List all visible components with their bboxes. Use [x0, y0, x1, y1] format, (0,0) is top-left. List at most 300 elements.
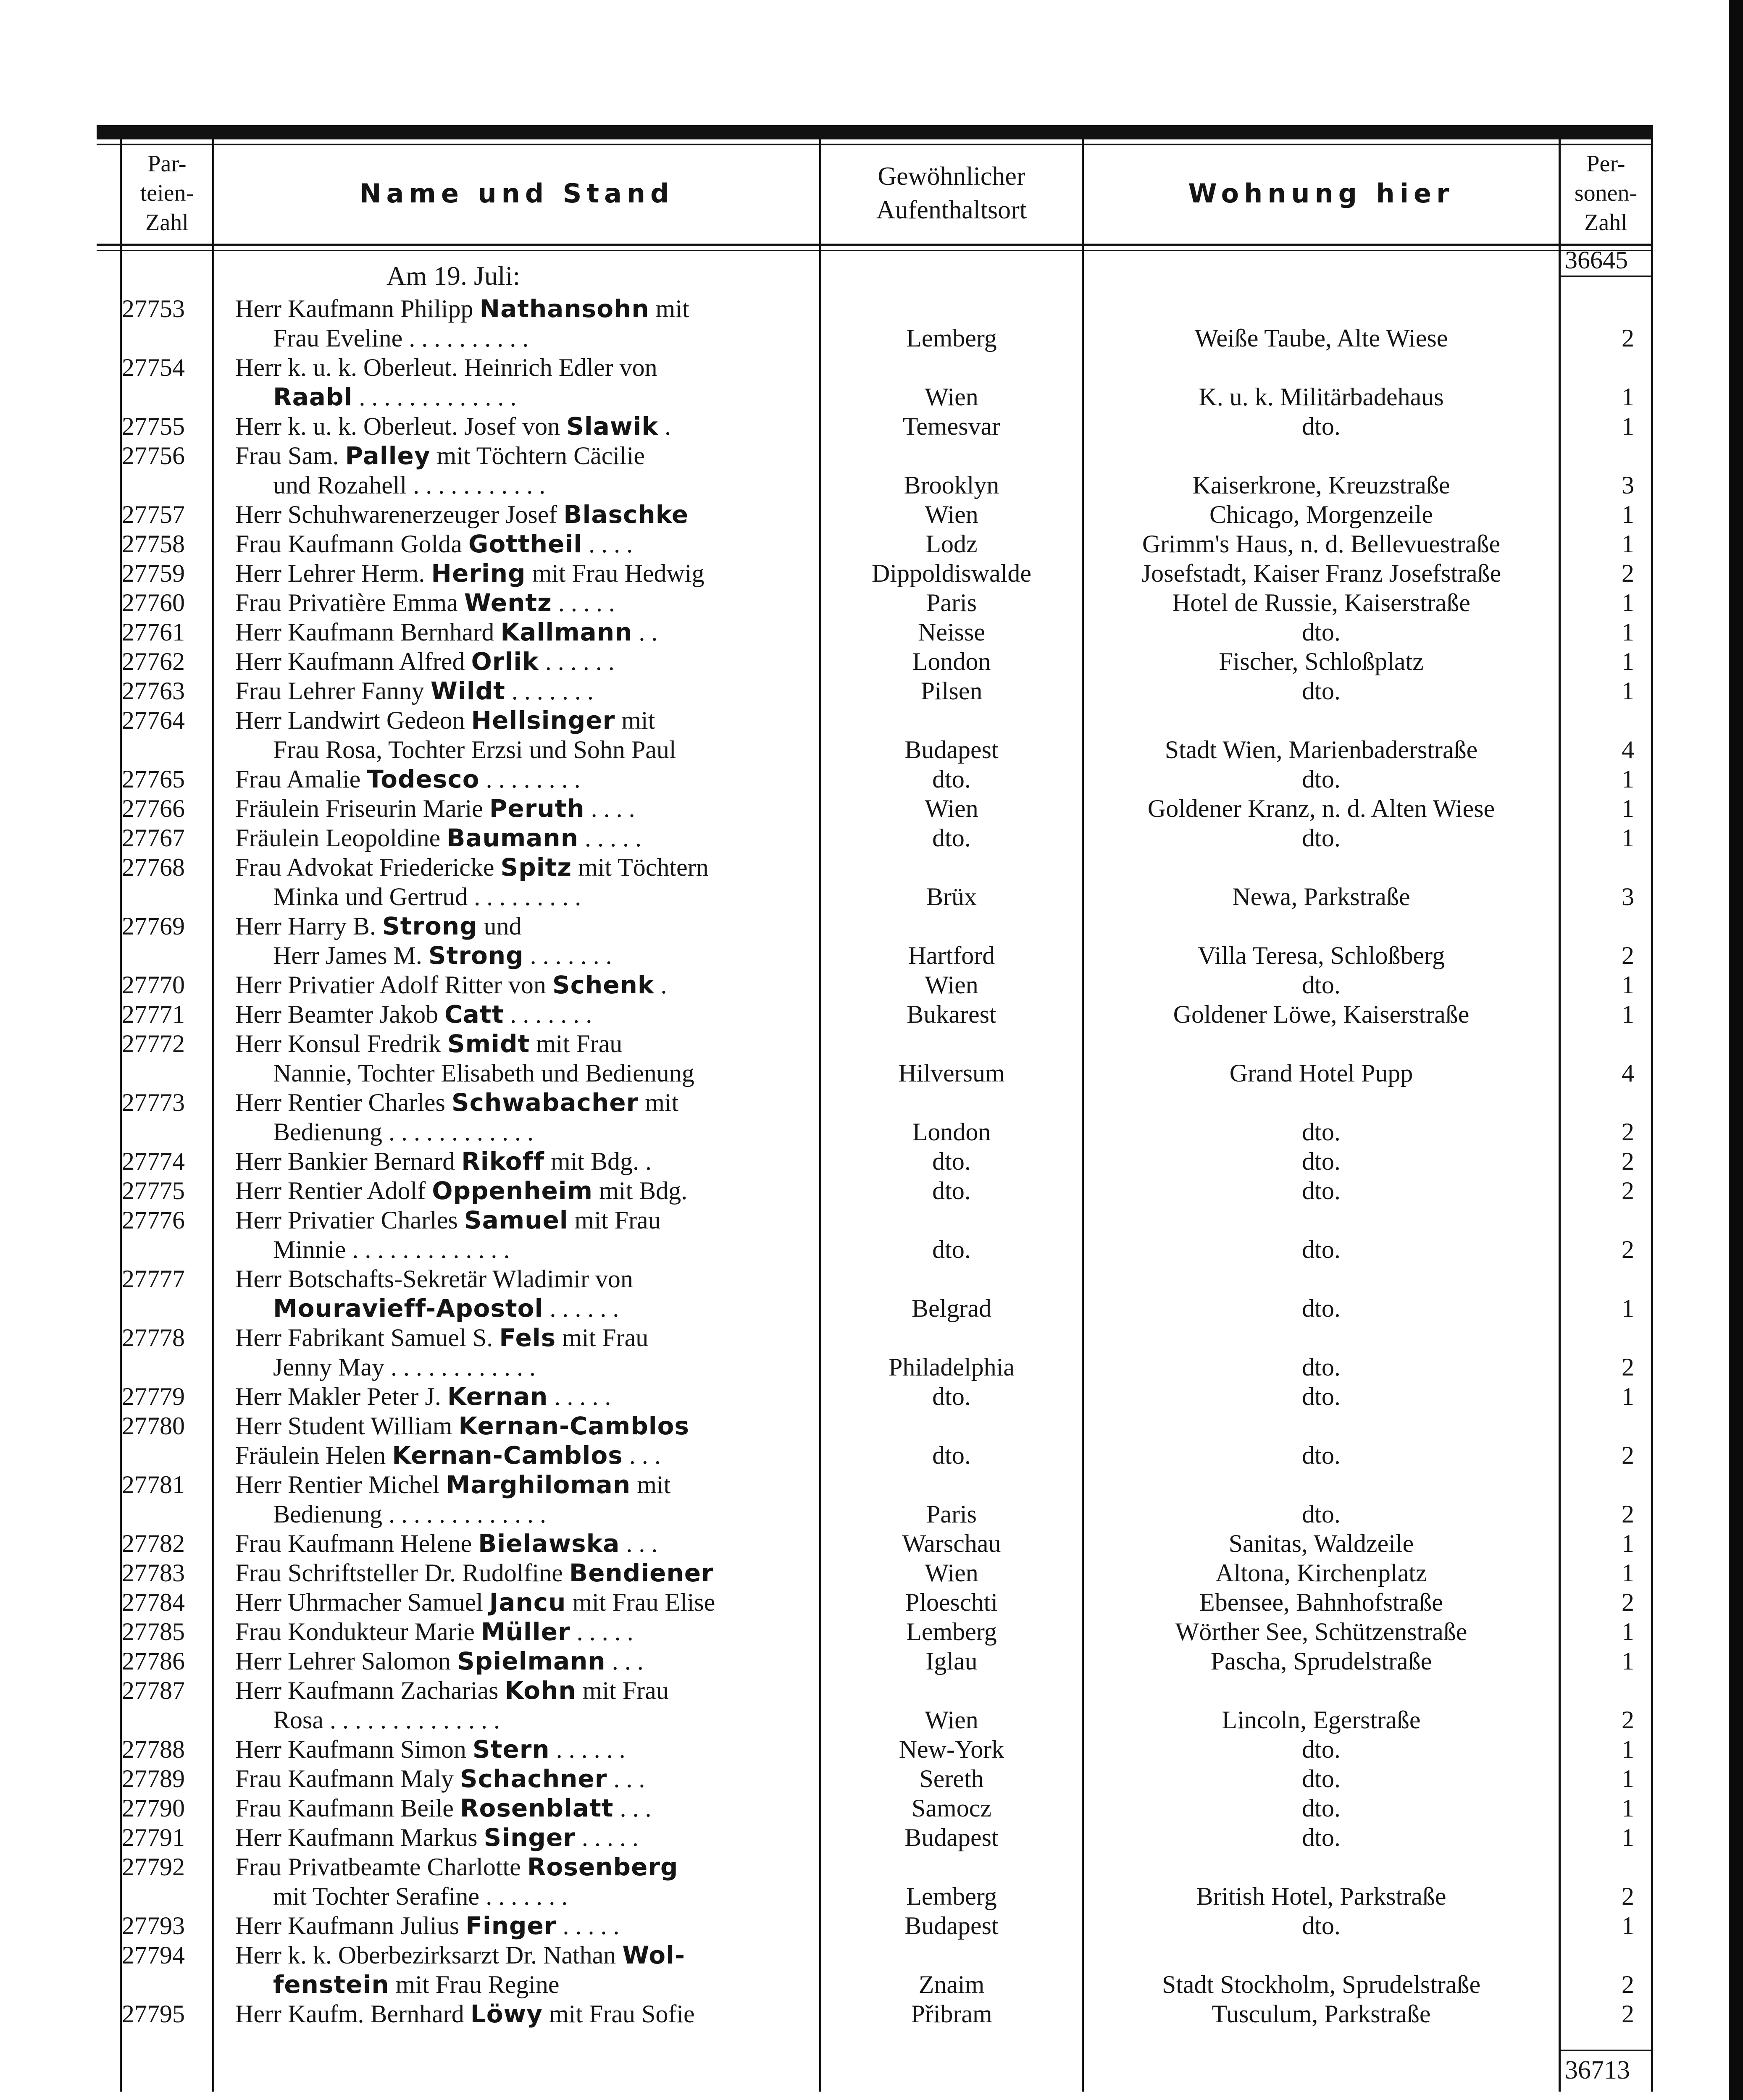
lodging-address: dto. — [1302, 1353, 1341, 1381]
usual-residence: Warschau — [902, 1530, 1001, 1557]
ledger-row — [0, 1411, 1729, 1470]
surname: Gottheil — [468, 530, 583, 558]
name-text: Frau Kaufmann Maly — [235, 1765, 460, 1793]
usual-residence: dto. — [932, 1383, 971, 1410]
name-line — [235, 1323, 823, 1352]
usual-residence: Brüx — [926, 883, 977, 911]
name-line — [235, 1588, 823, 1617]
person-count: 1 — [1622, 530, 1634, 558]
name-text: Herr k. u. k. Oberleut. Josef von — [235, 412, 567, 440]
name-text: mit — [639, 1089, 679, 1116]
party-number: 27791 — [122, 1824, 185, 1851]
lodging-address: Altona, Kirchenplatz — [1215, 1559, 1427, 1587]
lodging-address: Goldener Löwe, Kaiserstraße — [1173, 1000, 1470, 1028]
name-text: Frau Kaufmann Golda — [235, 530, 468, 558]
lodging-address: Lincoln, Egerstraße — [1222, 1706, 1421, 1734]
person-count: 2 — [1622, 1118, 1634, 1146]
name-line — [235, 706, 823, 735]
party-number: 27792 — [122, 1853, 185, 1881]
name-line — [235, 382, 823, 412]
ledger-row — [0, 970, 1729, 1000]
name-line — [235, 823, 823, 853]
name-line — [235, 1911, 823, 1940]
top-heavy-rule — [97, 125, 1653, 139]
surname: Kallmann — [500, 618, 633, 646]
name-text: mit Frau — [530, 1030, 623, 1058]
name-line — [235, 1499, 823, 1529]
surname: Bendiener — [569, 1559, 714, 1587]
name-text: . . . . . . . . . . . . . — [382, 1500, 546, 1528]
name-text: Minnie — [273, 1236, 346, 1263]
name-text: Herr Kaufmann Philipp — [235, 295, 480, 323]
name-text: . . . . . . — [549, 1735, 626, 1763]
surname: Marghiloman — [446, 1470, 631, 1499]
party-number: 27757 — [122, 501, 185, 528]
name-text: . — [654, 971, 667, 999]
name-and-status — [235, 706, 823, 764]
person-count: 2 — [1622, 1441, 1634, 1469]
party-number: 27758 — [122, 530, 185, 558]
name-text: . . . . . . . — [479, 1882, 568, 1910]
person-count: 1 — [1622, 618, 1634, 646]
surname: Schachner — [460, 1764, 607, 1793]
name-text: und Rozahell — [273, 471, 407, 499]
name-and-status — [235, 441, 823, 500]
name-text: Herr Lehrer Herm. — [235, 559, 431, 587]
name-text: Fräulein Friseurin Marie — [235, 795, 489, 822]
name-line — [235, 1176, 823, 1205]
name-text: mit Frau Elise — [566, 1588, 715, 1616]
usual-residence: dto. — [932, 765, 971, 793]
lodging-address: dto. — [1302, 1441, 1341, 1469]
name-line — [235, 676, 823, 706]
party-number: 27783 — [122, 1559, 185, 1587]
surname: Todesco — [367, 765, 480, 793]
ledger-row — [0, 1382, 1729, 1411]
lodging-address: dto. — [1302, 971, 1341, 999]
name-text: . . . . . . . — [523, 942, 612, 969]
party-number: 27776 — [122, 1206, 185, 1234]
name-text: Frau Kaufmann Helene — [235, 1530, 478, 1557]
person-count: 2 — [1622, 1971, 1634, 1998]
usual-residence: London — [912, 648, 991, 675]
name-text: Herr James M. — [273, 942, 429, 969]
name-line — [235, 1735, 823, 1764]
party-number: 27780 — [122, 1412, 185, 1440]
lodging-address: dto. — [1302, 412, 1341, 440]
name-line — [235, 1205, 823, 1235]
name-text: Herr k. k. Oberbezirksarzt Dr. Nathan — [235, 1941, 623, 1969]
lodging-address: Ebensee, Bahnhofstraße — [1199, 1588, 1443, 1616]
ledger-row — [0, 1529, 1729, 1558]
ledger-row — [0, 794, 1729, 823]
usual-residence: Temesvar — [902, 412, 1001, 440]
usual-residence: Paris — [926, 589, 977, 617]
name-text: . . . . . . . . — [479, 765, 581, 793]
ledger-row — [0, 647, 1729, 676]
name-and-status — [235, 1176, 823, 1205]
name-line — [235, 1147, 823, 1176]
name-text: Frau Privatière Emma — [235, 589, 464, 617]
ledger-row — [0, 617, 1729, 647]
surname: Catt — [444, 1000, 504, 1029]
name-text: Fräulein Leopoldine — [235, 824, 447, 852]
person-count: 2 — [1622, 1588, 1634, 1616]
surname: Strong — [382, 912, 478, 940]
name-line — [235, 1088, 823, 1117]
name-text: Herr Rentier Charles — [235, 1089, 452, 1116]
date-heading: Am 19. Juli: — [386, 261, 521, 291]
name-and-status — [235, 1000, 823, 1029]
name-line — [235, 1999, 823, 2029]
usual-residence: dto. — [932, 1177, 971, 1205]
ledger-row — [0, 1558, 1729, 1588]
name-line — [235, 1382, 823, 1411]
usual-residence: Lemberg — [906, 324, 997, 352]
name-line — [235, 559, 823, 588]
usual-residence: Wien — [925, 1559, 978, 1587]
surname: Smidt — [447, 1029, 530, 1058]
person-count: 2 — [1622, 942, 1634, 969]
lodging-address: dto. — [1302, 1794, 1341, 1822]
party-number: 27772 — [122, 1030, 185, 1058]
name-and-status — [235, 617, 823, 647]
lodging-address: Newa, Parkstraße — [1232, 883, 1410, 911]
usual-residence: dto. — [932, 1441, 971, 1469]
party-number: 27766 — [122, 795, 185, 822]
party-number: 27781 — [122, 1471, 185, 1499]
name-text: Herr Kaufmann Bernhard — [235, 618, 501, 646]
party-number: 27765 — [122, 765, 185, 793]
lodging-address: dto. — [1302, 1118, 1341, 1146]
usual-residence: New-York — [899, 1735, 1004, 1763]
usual-residence: Pilsen — [920, 677, 983, 705]
name-and-status — [235, 970, 823, 1000]
name-text: mit Frau Hedwig — [526, 559, 705, 587]
lodging-address: dto. — [1302, 1294, 1341, 1322]
ledger-row — [0, 441, 1729, 500]
name-and-status — [235, 1529, 823, 1558]
lodging-address: Wörther See, Schützenstraße — [1175, 1618, 1467, 1646]
lodging-address: K. u. k. Militärbadehaus — [1199, 383, 1444, 411]
party-number: 27770 — [122, 971, 185, 999]
name-line — [235, 764, 823, 794]
person-count: 2 — [1622, 1177, 1634, 1205]
name-text: Fräulein Helen — [235, 1441, 392, 1469]
name-line — [235, 647, 823, 676]
lodging-address: Grimm's Haus, n. d. Bellevuestraße — [1142, 530, 1501, 558]
name-text: Herr Kaufmann Markus — [235, 1824, 484, 1851]
person-count: 1 — [1622, 1912, 1634, 1940]
usual-residence: dto. — [932, 1147, 971, 1175]
person-count: 4 — [1622, 1059, 1634, 1087]
usual-residence: Hartford — [908, 942, 995, 969]
surname: Rosenberg — [527, 1853, 678, 1881]
ledger-row — [0, 1999, 1729, 2029]
usual-residence: Sereth — [919, 1765, 984, 1793]
usual-residence: Znaim — [918, 1971, 985, 1998]
party-number: 27779 — [122, 1383, 185, 1410]
name-and-status — [235, 1029, 823, 1088]
name-and-status — [235, 1470, 823, 1529]
name-text: . . . . . . . . . . . . — [384, 1353, 536, 1381]
name-text: . . . . . . . . . . . . — [382, 1118, 534, 1146]
name-text: . . . . . . . . . . . . . — [352, 383, 517, 411]
party-number: 27754 — [122, 354, 185, 381]
name-line — [235, 1793, 823, 1823]
surname: Blaschke — [563, 500, 689, 529]
lodging-address: Stadt Wien, Marienbaderstraße — [1165, 736, 1478, 764]
header-bottom-rule — [97, 244, 1653, 246]
surname: Wol- — [622, 1941, 686, 1969]
name-line — [235, 1676, 823, 1705]
party-number: 27785 — [122, 1618, 185, 1646]
name-text: mit Frau — [556, 1324, 649, 1352]
name-text: Herr Kaufmann Julius — [235, 1912, 466, 1940]
party-number: 27778 — [122, 1324, 185, 1352]
header-lodging-here: Wohnung hier — [1188, 178, 1454, 209]
person-count: 1 — [1622, 971, 1634, 999]
ledger-row — [0, 500, 1729, 529]
usual-residence: Neisse — [918, 618, 985, 646]
person-count: 1 — [1622, 1294, 1634, 1322]
usual-residence: Wien — [925, 501, 978, 528]
party-number: 27759 — [122, 559, 185, 587]
name-line — [235, 1411, 823, 1441]
name-and-status — [235, 1558, 823, 1588]
name-text: Herr Privatier Adolf Ritter von — [235, 971, 552, 999]
surname: Orlik — [471, 647, 539, 676]
name-text: Herr Landwirt Gedeon — [235, 706, 471, 734]
usual-residence: Budapest — [904, 1912, 999, 1940]
name-line — [235, 853, 823, 882]
ledger-row — [0, 676, 1729, 706]
surname: Baumann — [447, 824, 578, 852]
usual-residence: Lemberg — [906, 1882, 997, 1910]
person-count: 2 — [1622, 559, 1634, 587]
name-text: mit Frau — [576, 1677, 669, 1704]
usual-residence: Budapest — [904, 736, 999, 764]
name-and-status — [235, 1264, 823, 1323]
name-and-status — [235, 1147, 823, 1176]
name-text: . . — [632, 618, 658, 646]
usual-residence: Lemberg — [906, 1618, 997, 1646]
name-text: mit — [631, 1471, 671, 1499]
name-line — [235, 735, 823, 764]
person-count: 1 — [1622, 1735, 1634, 1763]
name-text: Frau Lehrer Fanny — [235, 677, 431, 705]
name-line — [235, 470, 823, 500]
name-text: mit — [649, 295, 689, 323]
person-count: 1 — [1622, 795, 1634, 822]
ledger-row — [0, 1911, 1729, 1940]
usual-residence: Wien — [925, 971, 978, 999]
usual-residence: Philadelphia — [889, 1353, 1015, 1381]
person-count: 1 — [1622, 824, 1634, 852]
usual-residence: Dippoldiswalde — [872, 559, 1031, 587]
ledger-row — [0, 1176, 1729, 1205]
party-number: 27760 — [122, 589, 185, 617]
name-and-status — [235, 1382, 823, 1411]
name-text: Bedienung — [273, 1118, 382, 1146]
surname: Löwy — [470, 2000, 543, 2028]
name-text: Frau Kondukteur Marie — [235, 1618, 481, 1646]
name-and-status — [235, 1676, 823, 1735]
ledger-row — [0, 1029, 1729, 1088]
name-line — [235, 294, 823, 323]
party-number: 27793 — [122, 1912, 185, 1940]
carry-over-total: 36645 — [1561, 246, 1651, 277]
name-text: Herr Privatier Charles — [235, 1206, 464, 1234]
surname: Rosenblatt — [460, 1794, 614, 1822]
ledger-row — [0, 1764, 1729, 1793]
name-and-status — [235, 1617, 823, 1646]
name-line — [235, 529, 823, 559]
ledger-row — [0, 1735, 1729, 1764]
party-number: 27774 — [122, 1147, 185, 1175]
usual-residence: Samocz — [912, 1794, 991, 1822]
name-line — [235, 1764, 823, 1793]
usual-residence: Ploeschti — [905, 1588, 998, 1616]
surname: Mouravieff-Apostol — [273, 1294, 544, 1323]
usual-residence: Brooklyn — [904, 471, 999, 499]
person-count: 1 — [1622, 1559, 1634, 1587]
name-and-status — [235, 1088, 823, 1147]
person-count: 2 — [1622, 1500, 1634, 1528]
name-text: . . . . . . . . . . . . . — [346, 1236, 510, 1263]
name-text: . . . . . . . . . . . . . . — [323, 1706, 500, 1734]
ledger-row — [0, 1617, 1729, 1646]
name-and-status — [235, 1764, 823, 1793]
usual-residence: Hilversum — [898, 1059, 1005, 1087]
ledger-row — [0, 706, 1729, 764]
surname: Peruth — [489, 794, 585, 823]
surname: Hellsinger — [471, 706, 615, 735]
surname: Spitz — [500, 853, 572, 882]
name-text: . . . . . . — [543, 1294, 619, 1322]
name-line — [235, 970, 823, 1000]
ledger-row — [0, 1000, 1729, 1029]
name-text: mit Bdg. — [593, 1177, 688, 1205]
name-line — [235, 1264, 823, 1294]
lodging-address: dto. — [1302, 1236, 1341, 1263]
lodging-address: Chicago, Morgenzeile — [1209, 501, 1433, 528]
name-text: Frau Eveline — [273, 324, 403, 352]
ledger-row — [0, 588, 1729, 617]
party-number: 27773 — [122, 1089, 185, 1116]
ledger-row — [0, 1646, 1729, 1676]
name-text: mit Töchtern Cäcilie — [430, 442, 645, 470]
name-and-status — [235, 1735, 823, 1764]
name-text: Herr Bankier Bernard — [235, 1147, 462, 1175]
party-number: 27775 — [122, 1177, 185, 1205]
name-text: mit Frau — [568, 1206, 661, 1234]
ledger-row — [0, 1823, 1729, 1852]
ledger-row — [0, 1147, 1729, 1176]
name-text: . . . — [605, 1647, 644, 1675]
name-text: Herr Rentier Michel — [235, 1471, 446, 1499]
name-text: . . . . . . . . . . — [402, 324, 529, 352]
name-line — [235, 1646, 823, 1676]
name-and-status — [235, 1411, 823, 1470]
party-number: 27788 — [122, 1735, 185, 1763]
name-text: Herr Uhrmacher Samuel — [235, 1588, 489, 1616]
surname: Wildt — [430, 677, 505, 705]
ledger-row — [0, 823, 1729, 853]
person-count: 1 — [1622, 589, 1634, 617]
name-text: . . . . . — [578, 824, 641, 852]
name-text: mit Frau Sofie — [542, 2000, 695, 2028]
party-number: 27794 — [122, 1941, 185, 1969]
name-and-status — [235, 647, 823, 676]
name-and-status — [235, 294, 823, 353]
surname: Kernan — [447, 1382, 548, 1411]
surname: Kohn — [505, 1676, 576, 1705]
name-text: Bedienung — [273, 1500, 382, 1528]
usual-residence: Paris — [926, 1500, 977, 1528]
surname: Wentz — [464, 588, 552, 617]
lodging-address: dto. — [1302, 1735, 1341, 1763]
person-count: 2 — [1622, 1706, 1634, 1734]
header-bottom-rule — [97, 250, 1653, 251]
name-and-status — [235, 1793, 823, 1823]
party-number: 27787 — [122, 1677, 185, 1704]
name-text: . . . — [613, 1794, 652, 1822]
ledger-row — [0, 1323, 1729, 1382]
name-line — [235, 1882, 823, 1911]
surname: Rikoff — [461, 1147, 544, 1176]
name-and-status — [235, 1852, 823, 1911]
name-line — [235, 1470, 823, 1499]
name-text: . . . . . . . . . . . — [407, 471, 546, 499]
name-line — [235, 1294, 823, 1323]
person-count: 1 — [1622, 501, 1634, 528]
name-text: Herr Rentier Adolf — [235, 1177, 432, 1205]
surname: Stern — [472, 1735, 550, 1764]
surname: Bielawska — [478, 1529, 620, 1558]
person-count: 1 — [1622, 383, 1634, 411]
name-text: . . . . . — [556, 1912, 620, 1940]
party-number: 27771 — [122, 1000, 185, 1028]
lodging-address: dto. — [1302, 1177, 1341, 1205]
party-number: 27764 — [122, 706, 185, 734]
usual-residence: Budapest — [904, 1824, 999, 1851]
person-count: 1 — [1622, 677, 1634, 705]
name-and-status — [235, 911, 823, 970]
party-number: 27784 — [122, 1588, 185, 1616]
ledger-row — [0, 1470, 1729, 1529]
header-party-number: Par- teien- Zahl — [140, 151, 194, 236]
name-text: . . . . . — [575, 1824, 639, 1851]
header-person-count: Per- sonen- Zahl — [1574, 151, 1638, 236]
ledger-row — [0, 1676, 1729, 1735]
header-name-and-status: Name und Stand — [359, 178, 674, 209]
ledger-row — [0, 412, 1729, 441]
name-text: mit Bdg. . — [544, 1147, 652, 1175]
name-line — [235, 1970, 823, 1999]
name-line — [235, 353, 823, 382]
name-text: Jenny May — [273, 1353, 384, 1381]
name-line — [235, 1058, 823, 1088]
lodging-address: British Hotel, Parkstraße — [1196, 1882, 1446, 1910]
ledger-row — [0, 1264, 1729, 1323]
name-text: . . . . . . . — [505, 677, 594, 705]
person-count: 2 — [1622, 1353, 1634, 1381]
name-text: Herr Kaufm. Bernhard — [235, 2000, 471, 2028]
surname: Müller — [481, 1617, 570, 1646]
name-line — [235, 794, 823, 823]
person-count: 1 — [1622, 1765, 1634, 1793]
